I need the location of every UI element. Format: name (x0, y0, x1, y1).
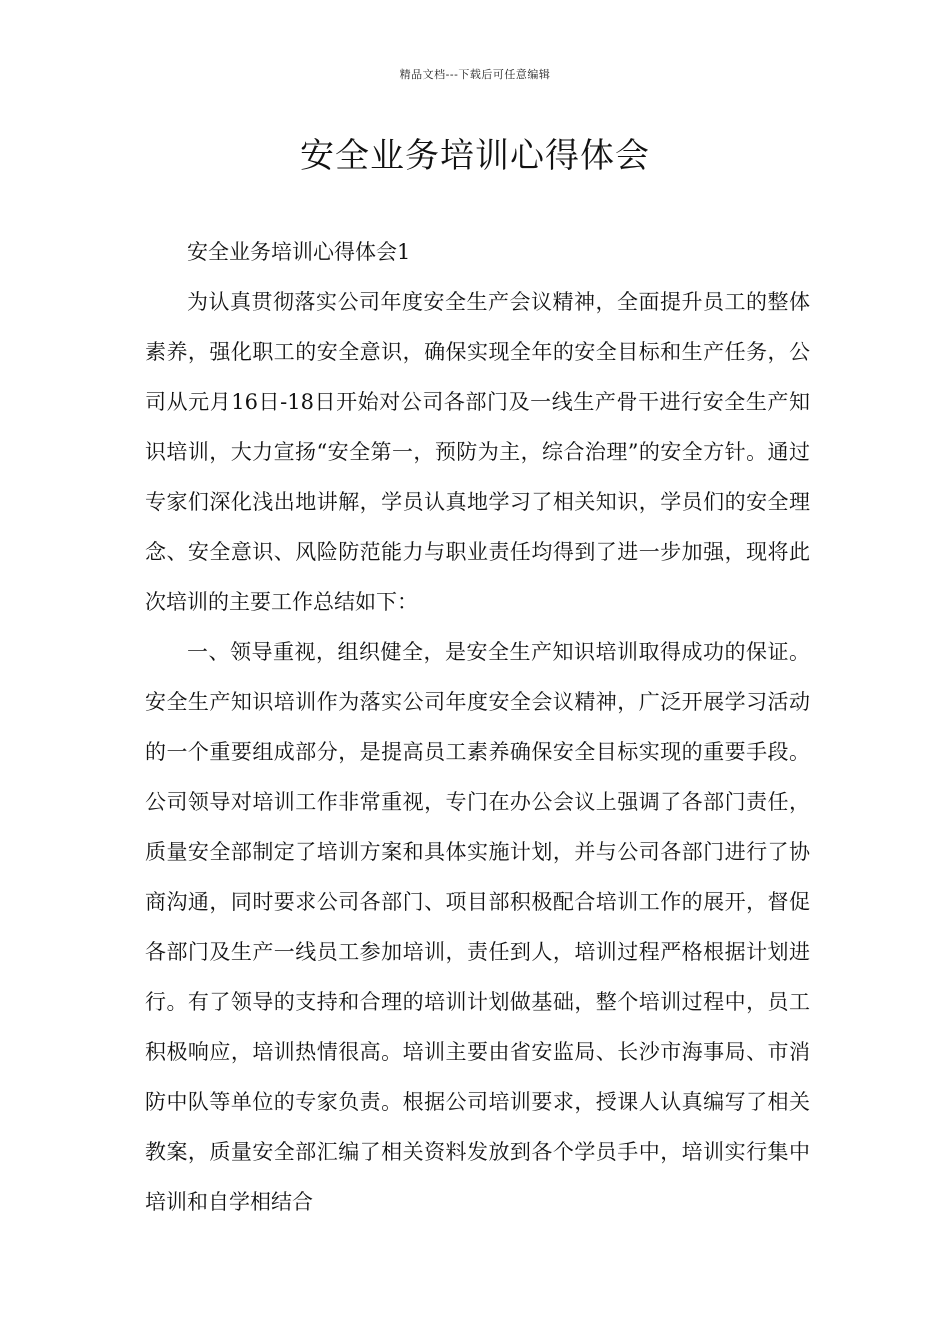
header-note: 精品文档---下载后可任意编辑 (399, 68, 551, 81)
paragraph-section-one: 一、领导重视，组织健全，是安全生产知识培训取得成功的保证。安全生产知识培训作为落实公司年度安全会议精神，广泛开展学习活动的一个重要组成部分，是提高员工素养确保安全目标实现的重要手段。公司领导对培训工作非常重视，专门在办公会议上强调了各部门责任，质量安全部制定了培训方案和具体实施计划，并与公司各部门进行了协商沟通，同时要求公司各部门、项目部积极配合培训工作的展开，督促各部门及生产一线员工参加培训，责任到人，培训过程严格根据计划进行。有了领导的支持和合理的培训计划做基础，整个培训过程中，员工积极响应，培训热情很高。培训主要由省安监局、长沙市海事局、市消防中队等单位的专家负责。根据公司培训要求，授课人认真编写了相关教案，质量安全部汇编了相关资料发放到各个学员手中，培训实行集中培训和自学相结合 (145, 640, 810, 1214)
paragraph-intro: 为认真贯彻落实公司年度安全生产会议精神，全面提升员工的整体素养，强化职工的安全意识，确保实现全年的安全目标和生产任务，公司从元月16日-18日开始对公司各部门及一线生产骨干进行安全生产知识培训，大力宣扬“安全第一，预防为主，综合治理”的安全方针。通过专家们深化浅出地讲解，学员认真地学习了相关知识，学员们的安全理念、安全意识、风险防范能力与职业责任均得到了进一步加强，现将此次培训的主要工作总结如下： (145, 290, 810, 614)
document-title: 安全业务培训心得体会 (300, 136, 650, 176)
section-heading: 安全业务培训心得体会1 (187, 240, 411, 264)
document-body (145, 227, 810, 1227)
